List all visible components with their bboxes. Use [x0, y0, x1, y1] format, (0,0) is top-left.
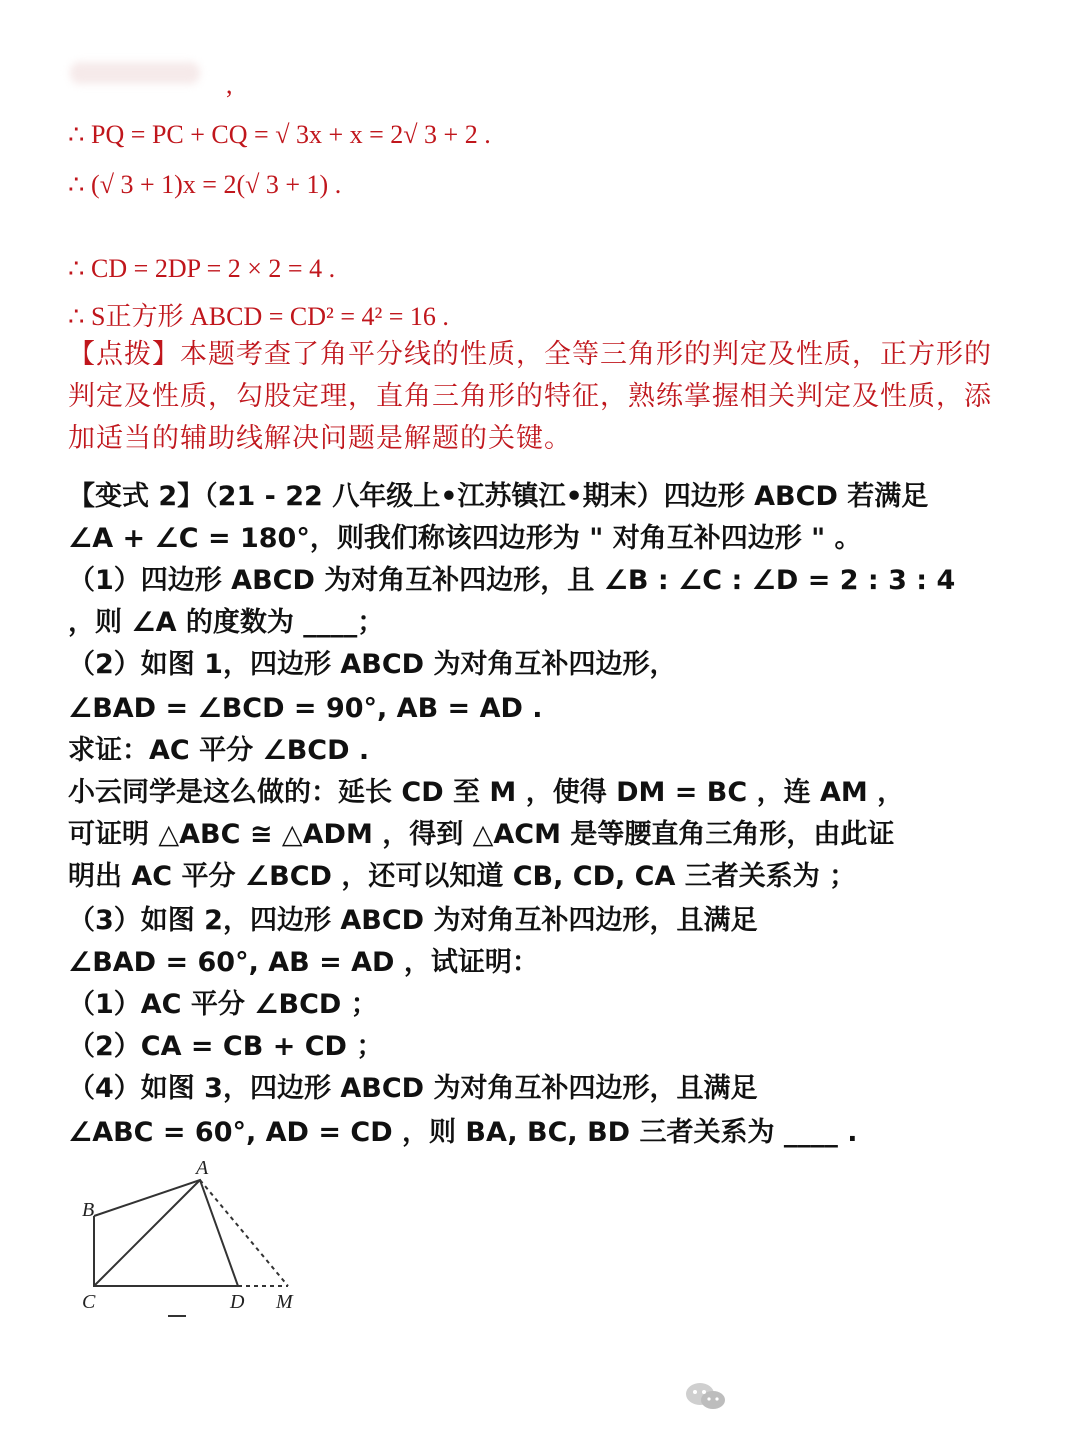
solution-tip: 【点拨】本题考查了角平分线的性质，全等三角形的判定及性质，正方形的判定及性质，勾股定理，直角三角形的特征，熟练掌握相关判定及性质，添加适当的辅助线解决问题是解题的关键。	[68, 339, 992, 454]
quadrilateral-figure	[70, 1150, 330, 1330]
label-b: B	[82, 1199, 95, 1221]
diagonal-ac	[94, 1180, 200, 1286]
quadrilateral-abcd-outline	[94, 1180, 238, 1286]
problem-line-16: ∠ABC = 60°, AD = CD ，则 BA, BC, BD 三者关系为 ____ .	[68, 1117, 858, 1148]
problem-line-8: 小云同学是这么做的：延长 CD 至 M ，使得 DM = BC ，连 AM ，	[68, 777, 905, 808]
dashed-line-am	[200, 1180, 288, 1286]
wechat-watermark-icon	[684, 1381, 728, 1411]
problem-line-11: （3）如图 2，四边形 ABCD 为对角互补四边形，且满足	[68, 905, 758, 936]
problem-line-4: ，则 ∠A 的度数为 ____；	[68, 607, 385, 638]
solution-line-1: ∴ PQ = PC + CQ = √ 3x + x = 2√ 3 + 2 .	[68, 120, 491, 149]
problem-line-1: 【变式 2】（21 - 22 八年级上•江苏镇江•期末）四边形 ABCD 若满足	[68, 481, 929, 512]
solution-line-2: ∴ (√ 3 + 1)x = 2(√ 3 + 1) .	[68, 170, 342, 199]
problem-line-13: （1）AC 平分 ∠BCD ；	[68, 989, 378, 1020]
solution-line-4: ∴ S正方形 ABCD = CD² = 4² = 16 .	[68, 302, 449, 331]
problem-line-9: 可证明 △ABC ≅ △ADM ，得到 △ACM 是等腰直角三角形，由此证	[68, 819, 895, 850]
problem-line-7: 求证：AC 平分 ∠BCD .	[68, 735, 370, 766]
problem-line-5: （2）如图 1，四边形 ABCD 为对角互补四边形，	[68, 649, 677, 680]
label-d: D	[230, 1291, 245, 1313]
problem-line-6: ∠BAD = ∠BCD = 90°, AB = AD .	[68, 693, 543, 724]
problem-line-10: 明出 AC 平分 ∠BCD ，还可以知道 CB, CD, CA 三者关系为 ；	[68, 861, 857, 892]
problem-line-15: （4）如图 3，四边形 ABCD 为对角互补四边形，且满足	[68, 1073, 758, 1104]
label-m: M	[276, 1291, 293, 1313]
problem-line-12: ∠BAD = 60°, AB = AD ，试证明：	[68, 947, 539, 978]
solution-comma: ,	[226, 70, 233, 99]
solution-line-3: ∴ CD = 2DP = 2 × 2 = 4 .	[68, 254, 336, 283]
label-a: A	[196, 1157, 209, 1179]
faded-header-smudge	[70, 62, 200, 84]
label-c: C	[82, 1291, 96, 1313]
problem-line-14: （2）CA = CB + CD ；	[68, 1031, 384, 1062]
problem-line-3: （1）四边形 ABCD 为对角互补四边形，且 ∠B : ∠C : ∠D = 2 : 3 : 4	[68, 565, 956, 596]
problem-line-2: ∠A + ∠C = 180°，则我们称该四边形为 " 对角互补四边形 " 。	[68, 523, 862, 554]
